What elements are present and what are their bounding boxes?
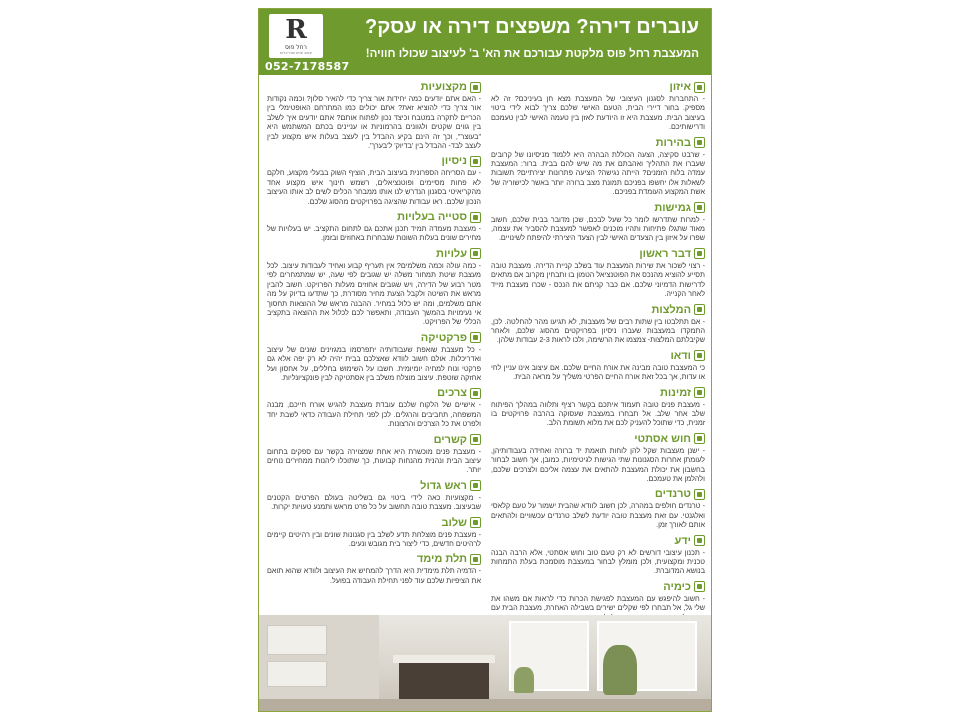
section-title: ודאו	[670, 349, 691, 362]
info-section	[267, 211, 481, 243]
chemistry-icon	[694, 581, 705, 592]
tools-icon	[470, 82, 481, 93]
section-title: איזון	[669, 81, 691, 93]
logo-name: רחל פוס	[285, 44, 307, 51]
info-section	[491, 433, 705, 484]
section-body: - כל מעצבת שואפת שעבודותיה יתפרסמו במגזינים שונים של עיצוב ואדריכלות. אולם חשוב לוודא שאצלכם בבית יהיה לא רק יפה אלא גם פרקטי ונוח למחיה יומיומית. חשבו על השימוש בחללים, על אחסון ועל אחזקה שוטפת. עיצוב מוצלח משלב בין אסתטיקה לבין פונקציונליות.	[267, 344, 481, 382]
info-section	[491, 202, 705, 243]
3d-icon	[470, 554, 481, 565]
logo-mark: R	[285, 15, 307, 45]
balance-icon	[694, 82, 705, 93]
stage-icon	[470, 517, 481, 528]
info-section	[491, 488, 705, 529]
advertisement-page	[258, 8, 712, 712]
section-title: שלוב	[441, 516, 467, 529]
info-section	[491, 350, 705, 382]
section-header	[267, 553, 481, 565]
logo	[269, 14, 323, 58]
clarity-icon	[694, 137, 705, 148]
section-title: סטייה בעלויות	[397, 211, 467, 224]
section-title: כימיה	[663, 580, 691, 593]
aesthetic-icon	[694, 433, 705, 444]
section-body: - מקצועיות כאה לידי ביטוי גם בשליטה בעולם הפרטים הקטנים שבעיצוב. מעצבת טובה תחשוב על כל פרט מראש ותמנע טעויות יקרות.	[267, 492, 481, 512]
section-title: תלת מימד	[416, 553, 467, 566]
knowledge-icon	[694, 535, 705, 546]
section-body: - מעצבת פנים טובה תעמוד איתכם בקשר רציף ותלווה במהלך הפיתוח שלב אחר שלב. אל תבחרו במעצבת שעסוקה בהרבה פרויקטים בו זמנית, כדי שתוכל להעניק לכם את מלוא תשומת הלב.	[491, 399, 705, 428]
info-section	[491, 248, 705, 299]
section-header	[491, 81, 705, 93]
section-title: דבר ראשון	[639, 247, 691, 260]
section-header	[491, 202, 705, 214]
costs-icon	[470, 248, 481, 259]
info-section	[267, 517, 481, 549]
budget-icon	[470, 212, 481, 223]
section-title: זמינות	[659, 386, 691, 399]
needs-icon	[470, 388, 481, 399]
info-section	[267, 434, 481, 475]
right-column	[491, 81, 705, 611]
info-section	[267, 332, 481, 383]
section-body: - למרות שתדרשו לומר כל שעל לבכם, שכן מדובר בבית שלכם, חשוב מאוד שתגלו פתיחות ותהיו מוכנים לאפשר למעצבת להסביר את עצמה, שפרו על איזון בין הצעדים האישי לבין הצעד היצירתי להיפתח לשינויים.	[491, 214, 705, 243]
header-band	[259, 9, 711, 75]
section-header	[267, 211, 481, 223]
content-columns	[267, 81, 705, 611]
section-body: - טרנדים חולפים במהרה, לכן חשוב לוודא שהבית ישמור על טעם קלאסי ואלגנטי. עם זאת מעצבת טובה יודעת לשלב טרנדים עכשוויים ולהתאים אותם לאורך זמן.	[491, 501, 705, 530]
foresight-icon	[470, 480, 481, 491]
section-body: - ישנן מעצבות שקל להן לוחות תואמת יד ברורה ואחידה בעבודותיהן, לעומתן אחרות הסגנונות שתי הגישות לגיטימיות, כמובן, אך חשוב לבחור בחשבון את יכולת המעצבת להתאים את עצמה אליכם ולצרכים שלכם, ולהלמן את טעמכם.	[491, 445, 705, 483]
section-header	[491, 387, 705, 399]
info-section	[267, 553, 481, 585]
info-section	[491, 304, 705, 345]
section-header	[267, 480, 481, 492]
info-section	[491, 535, 705, 576]
section-body: - מעצבת פנים מוכשרת היא אחת שמצוירה בקשר עם ספקים בתחום עיצוב הבית ונהנית מהנחות קבועות, כך שתוכלו ליהנות ממחירים נוחים יותר.	[267, 446, 481, 475]
section-header	[491, 488, 705, 500]
section-title: פרקטיקה	[420, 331, 467, 344]
section-header	[491, 248, 705, 260]
section-header	[267, 332, 481, 344]
hourglass-icon	[694, 248, 705, 259]
info-section	[491, 137, 705, 197]
section-body: - שרבט סקיצה, הצעה הכוללת הבהרה היא ללמוד מניסיונו של קרובים שעברו את התהליך ואהבתם את מה שיש להם בבית. ברור: המעצבת עמדה בלוח הזמנים? הייתה נגישה? הציעה פתרונות יצירתיים? תשובות לשאלות אלו יחשפו בפניכם תמונת מצב ברורה יותר באשר לכישוריה של אשת המקצוע העומדת בפניכם.	[491, 149, 705, 197]
phone-number[interactable]: 052-7178587	[265, 60, 350, 73]
info-section	[491, 387, 705, 428]
section-title: ראש גדול	[420, 479, 467, 492]
section-title: בהירות	[655, 136, 691, 149]
section-body: - עם הסריחה הספרונית בעיצוב הבית, הוציף השוק בבעלי מקצוע, חלקם לא פחות מסיימים ופוטנציאלים, רשמש חינוך איש מקצוע אחד מהקריאיטי בסגנון הנדרש לנו אותו ממבחר הכלים לשים לב אותו העיצוב הנכון שלכם. ראו עבודות שהציגה בפרויקטים מהסוג שלכם.	[267, 168, 481, 206]
connections-icon	[470, 434, 481, 445]
section-body: - רצוי לשכור את שירות המעצבת עוד בשלב קניית הדירה. מעצבת טובה תסייע להוציא מהנכס את הפוטנציאל הטמון בו ותבחין מקרוב אם מתאים לדרישות הדמיוני שלכם. אם כבר קניתם את הנכס - שכרו מעצבת מייד לאחר הקנייה.	[491, 260, 705, 299]
info-section	[267, 480, 481, 512]
section-body: - האם אתם יודעים כמה יחידות אור צריך כדי להאיר סלון? וכמה נקודות אור צריך כדי להוציא זאת? אתם יכולים כמו המתרחם האופטימלי בין הכריים לתקרה במטבח וכיצד נכון לפתוח אותם? אתם יודעים איך לשלב בין גווים שקטים ולגוונים בהרמוניות או עניינים בכתם המשתמש היא "בעוצר", וכך זה הינם בקיע ההבדל בין לעצב בעלות איש מקצוע לבין לעצב לבד- ההבדל בין 'בדיוק' ל'בערך'.	[267, 94, 481, 151]
section-title: עלויות	[436, 247, 467, 260]
info-section	[267, 248, 481, 327]
section-header	[491, 535, 705, 547]
section-header	[267, 155, 481, 167]
trend-icon	[694, 489, 705, 500]
section-title: מקצועיות	[420, 81, 467, 93]
section-body: - כמה עולה וכמה משלמים? אין תעריף קבוע ואחיד לעבודות עיצוב. לכל מעצבת שיטת תמחור משלה יש שגובים לפי שעה, יש שמתמחרים לפי מטר רבוע של הדירה, ויש שגובים אחוזים מעלות הפרויקט. חשוב להבין מראש את השיטה ולקבל הצעת מחיר מסודרת, כך שתדעו בדיוק על מה אתם משלמים, ומה יש כלול במחיר. ההבנה מראש של ההוצאות תחסוך אי נעימויות בהמשך העבודה, ותאפשר לכם לכלול את ההוצאה בתקציב הכללי של הפרויקט.	[267, 260, 481, 327]
section-title: ידע	[674, 534, 691, 547]
info-section	[267, 155, 481, 206]
section-title: חוש אסתטי	[634, 432, 691, 445]
flexibility-icon	[694, 202, 705, 213]
info-section	[267, 81, 481, 150]
interior-photo	[259, 615, 711, 711]
section-title: גמישות	[654, 201, 691, 214]
recommend-icon	[694, 304, 705, 315]
section-header	[267, 248, 481, 260]
section-header	[491, 304, 705, 316]
section-body: - הדמיה תלת מימדית היא הדרך להמחיש את העיצוב ולוודא שהוא תואם את הציפיות שלכם עוד לפני תחילת העבודה בפועל.	[267, 566, 481, 585]
info-section	[491, 81, 705, 132]
practical-icon	[470, 332, 481, 343]
experience-icon	[470, 156, 481, 167]
section-title: צרכים	[437, 387, 467, 400]
section-header	[491, 350, 705, 362]
section-body: - התחברות לסגנון העיצובי של המעצבת מצא חן בעיניכם? זה לא מספיק. בחור דיירי הבית, הטעם האישי שלכם צריך לבוא לידי ביטוי בעיצוב הבית. מעצבת היא זו היודעת לאזן בין טעמה האישי לבין טעמכם ודרישותיכם.	[491, 94, 705, 132]
check-icon	[694, 350, 705, 361]
section-body: - אם תתלבטו בין שתות רבים של מעצבות, לא תגיעו מהר להחלטה. לכן, התמקדו במעצבות שעברו ניסיון בפרויקטים מהסוג שלכם, ולאחר שקיבלתם המלצות- צמצמו את הרשימה, ולכו לראות 2-3 עבודות שלהן.	[491, 316, 705, 345]
page-subtitle: המעצבת רחל פוס מלקטת עבורכם את הא' ב' לעיצוב שכולו חוויה!	[365, 48, 699, 60]
section-header	[267, 517, 481, 529]
section-body: - תכנון עיצובי דורשים לא רק טעם טוב וחוש אסתטי, אלא הרבה הבנה טכנית ומקצועית, ולכן מומלץ לבחור במעצבת מוסמכת בעלת התמחות בנושא המדוברת.	[491, 547, 705, 576]
section-body: - חשוב להיפגש עם המעצבת לפגישת הכרות כדי לראות אם משהו את שלי גל, אל תבחרו לפי שקלים ישירים בשבילה האחרת, מעצבת הבית עם	[491, 593, 705, 613]
section-header	[491, 433, 705, 445]
page-title: עוברים דירה? משפצים דירה או עסק?	[365, 16, 699, 38]
section-body: - מעצבת מעמדה תמיד תכנן אתכם גם לתחום התקציב. יש בעלויות של מחירים שונים בעלות השונות שנבחרות באחוזים ובזמן.	[267, 224, 481, 243]
section-title: קשרים	[433, 433, 467, 446]
section-title: ניסיון	[441, 155, 467, 168]
section-header	[267, 387, 481, 399]
section-header	[267, 434, 481, 446]
section-header	[491, 581, 705, 593]
info-section	[267, 387, 481, 428]
section-header	[267, 81, 481, 93]
availability-icon	[694, 387, 705, 398]
logo-subtitle: עיצוב פנים ואדריכלות	[279, 51, 312, 55]
section-title: המלצות	[651, 303, 691, 316]
section-title: טרנדים	[654, 488, 691, 501]
section-body: - אישיים של הלקוח שלכם עובדת מעצבת להגיש אורח חייכם, מבנה המשפחה, תחביבים והרגלים. לכן לפני תחילת העבודה כדאי לשבת יחד ולפרט את כל הצרכים והרצונות.	[267, 400, 481, 429]
section-body: כי המעצבת טובה מבינה את אורח החיים שלכם. אם עיצוב אינו עניין לחי או עדות, אך בכל זאת אורח החיים הפרטי משליך על מראה הבית.	[491, 362, 705, 382]
section-header	[491, 137, 705, 149]
section-body: - מעצבת פנים מוצלחת תדע לשלב בין סגנונות שונים ובין רהיטים קיימים לרהיטים חדשים, כדי ליצור בית מגובש ונעים.	[267, 529, 481, 548]
left-column	[267, 81, 481, 611]
